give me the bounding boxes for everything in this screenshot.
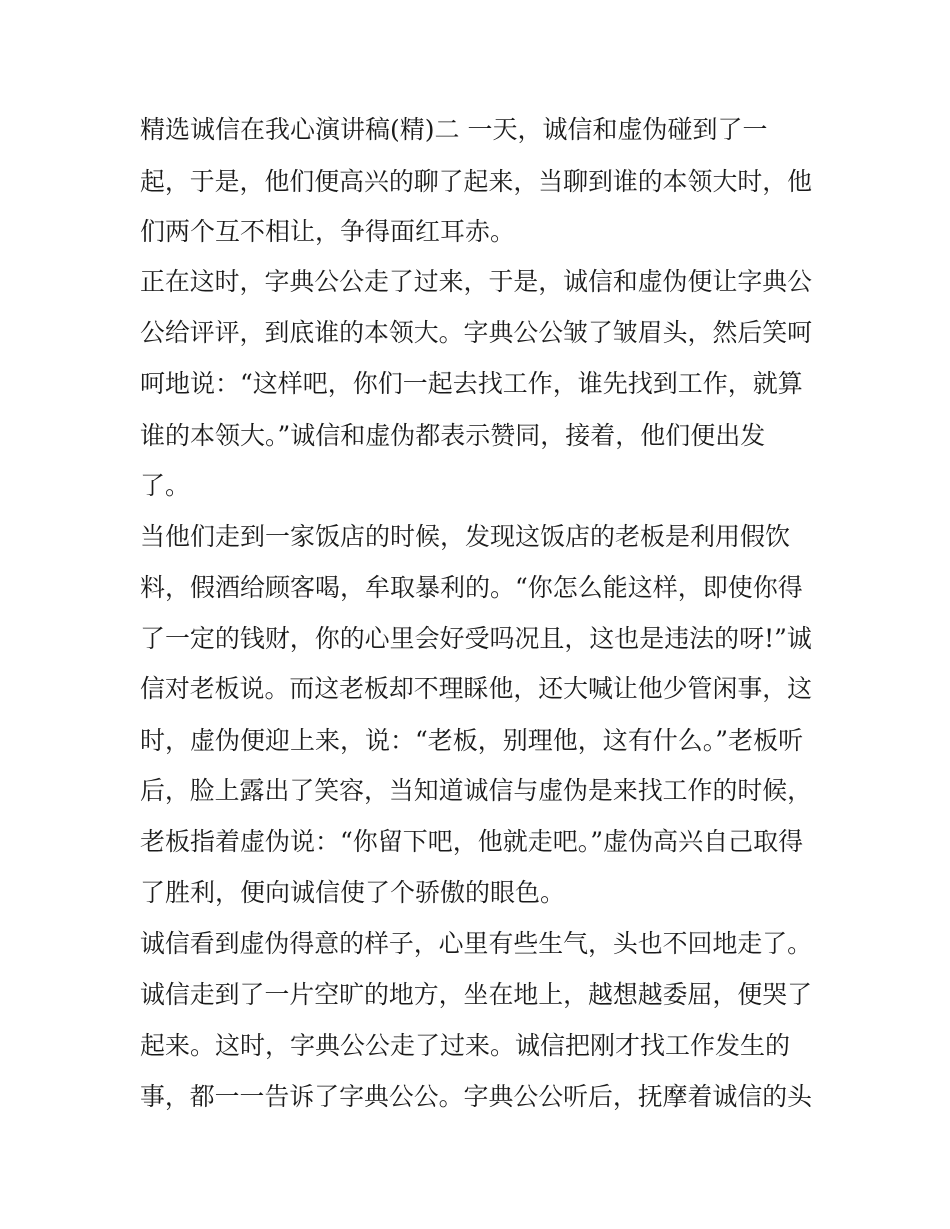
text-line: 正在这时，字典公公走了过来，于是，诚信和虚伪便让字典公 — [140, 267, 813, 296]
text-line: 起，于是，他们便高兴的聊了起来，当聊到谁的本领大时，他 — [140, 167, 813, 196]
text-line: 事，都一一告诉了字典公公。字典公公听后，抚摩着诚信的头 — [140, 1082, 813, 1111]
text-line: 公给评评，到底谁的本领大。字典公公皱了皱眉头，然后笑呵 — [140, 318, 813, 347]
text-line: 后，脸上露出了笑容，当知道诚信与虚伪是来找工作的时候， — [140, 776, 813, 805]
text-line: 料，假酒给顾客喝，牟取暴利的。“你怎么能这样，即使你得 — [140, 573, 803, 602]
text-line: 们两个互不相让，争得面红耳赤。 — [140, 217, 516, 246]
text-line: 时，虚伪便迎上来，说：“老板，别理他，这有什么。”老板听 — [140, 726, 804, 755]
text-line: 起来。这时，字典公公走了过来。诚信把刚才找工作发生的 — [140, 1031, 791, 1060]
text-line: 诚信走到了一片空旷的地方，坐在地上，越想越委屈，便哭了 — [140, 980, 813, 1009]
text-line: 呵地说：“这样吧，你们一起去找工作，谁先找到工作，就算 — [140, 369, 803, 398]
text-line: 信对老板说。而这老板却不理睬他，还大喊让他少管闲事，这 — [140, 674, 813, 703]
text-line: 了一定的钱财，你的心里会好受吗况且，这也是违法的呀!”诚 — [140, 624, 812, 653]
text-line: 了。 — [140, 471, 191, 500]
text-line: 老板指着虚伪说：“你留下吧，他就走吧。”虚伪高兴自己取得 — [140, 827, 804, 856]
text-line: 诚信看到虚伪得意的样子，心里有些生气，头也不回地走了。 — [140, 929, 813, 958]
text-line: 当他们走到一家饭店的时候，发现这饭店的老板是利用假饮 — [140, 522, 791, 551]
text-line: 了胜利，便向诚信使了个骄傲的眼色。 — [140, 878, 566, 907]
text-line: 谁的本领大。”诚信和虚伪都表示赞同，接着，他们便出发 — [140, 421, 766, 450]
text-line: 精选诚信在我心演讲稿(精)二 一天，诚信和虚伪碰到了一 — [140, 115, 768, 144]
